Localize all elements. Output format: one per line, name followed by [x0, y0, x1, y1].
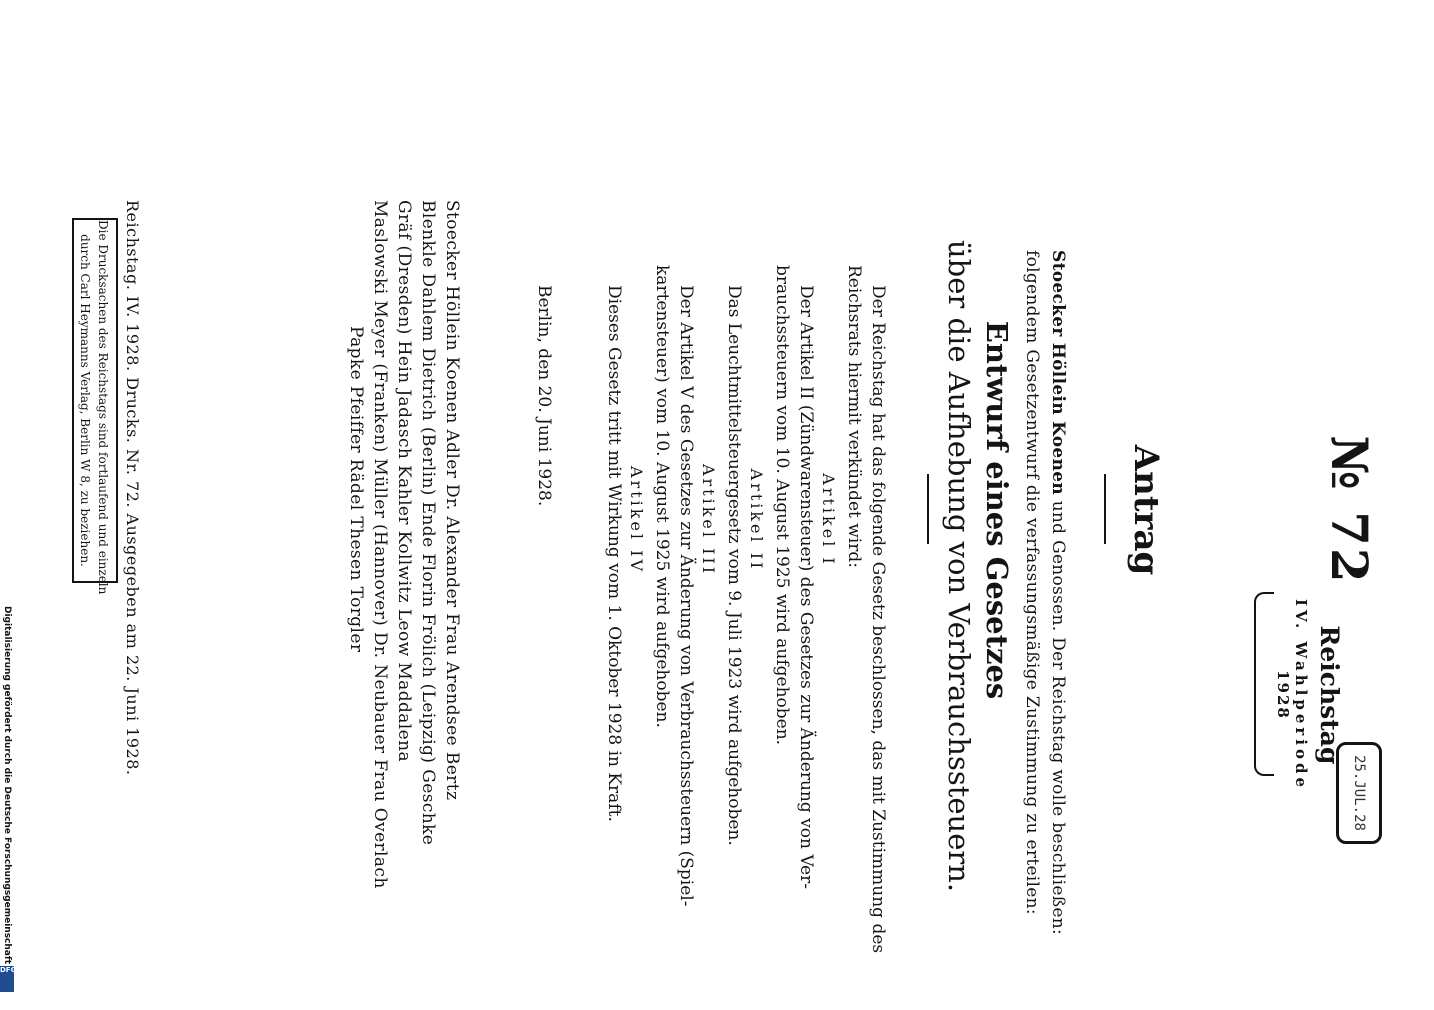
reichstag-label: Reichstag [1315, 625, 1344, 765]
heading: Antrag [1126, 444, 1166, 576]
intro-rest: und Genossen. Der Reichstag wolle beschließen: [1048, 500, 1068, 936]
signatories-line-5: Papke Pfeiffer Rädel Thesen Torgler [346, 326, 366, 653]
article-3-line-1: Der Artikel V des Gesetzes zur Änderung von Verbrauchssteuern (Spiel- [676, 285, 696, 907]
footer-line: Reichstag. IV. 1928. Drucks. Nr. 72. Ausgegeben am 22. Juni 1928. [123, 200, 142, 776]
date-line: Berlin, den 20. Juni 1928. [534, 285, 554, 507]
dfg-logo: DFG [0, 966, 14, 992]
intro-line [1048, 250, 1068, 1010]
distribution-note-line-2: durch Carl Heymanns Verlag, Berlin W 8, zu beziehen. [78, 234, 92, 567]
signatories-line-1: Stoecker Höllein Koenen Adler Dr. Alexander Frau Arendsee Bertz [442, 200, 462, 801]
signatories-line-4: Maslowski Meyer (Franken) Müller (Hannover) Dr. Neubauer Frau Overlach [370, 200, 390, 889]
distribution-note-line-1: Die Drucksachen des Reichstags sind fortlaufend und einzeln [96, 220, 110, 595]
article-2-heading: Artikel II [747, 468, 766, 572]
title-line-1: Entwurf eines Gesetzes [980, 320, 1014, 700]
article-3-heading: Artikel III [699, 463, 718, 577]
article-1-heading: Artikel I [819, 473, 838, 567]
divider [927, 474, 929, 544]
enact-line-2: Reichsrats hiermit verkündet wird: [844, 265, 864, 568]
credit-text: Digitalisierung gefördert durch die Deutsche Forschungsgemeinschaft [2, 606, 12, 965]
intro-names: Stoecker Höllein Koenen [1048, 250, 1068, 495]
signatories-line-3: Gräf (Dresden) Hein Jadasch Kahler Kollwitz Leow Maddalena [394, 200, 414, 762]
divider [1104, 474, 1106, 544]
bracket-divider [1254, 592, 1274, 776]
signatories-line-2: Blenkle Dahlem Dietrich (Berlin) Ende Florin Frölich (Leipzig) Geschke [418, 200, 438, 846]
wahlperiode-label: IV. Wahlperiode [1292, 598, 1310, 791]
digitization-credit [0, 606, 14, 1000]
article-2-line-1: Das Leuchtmittelsteuergesetz vom 9. Juli 1923 wird aufgehoben. [724, 285, 744, 846]
intro-line-2: folgendem Gesetzentwurf die verfassungsmäßige Zustimmung zu erteilen: [1022, 250, 1042, 915]
distribution-note [72, 218, 118, 595]
enact-line-1: Der Reichstag hat das folgende Gesetz beschlossen, das mit Zustimmung des [868, 285, 888, 954]
article-1-line-2: brauchssteuern vom 10. August 1925 wird aufgehoben. [772, 265, 792, 746]
year-label: 1928 [1274, 670, 1292, 720]
title-line-2: über die Aufhebung von Verbrauchssteuern. [942, 240, 976, 893]
article-1-line-1: Der Artikel II (Zündwarensteuer) des Gesetzes zur Änderung von Ver- [796, 285, 816, 889]
article-4-heading: Artikel IV [627, 466, 646, 574]
article-3-line-2: kartensteuer) vom 10. August 1925 wird aufgehoben. [652, 265, 672, 728]
document-number: № 72 [1320, 435, 1379, 585]
article-4-line-1: Dieses Gesetz tritt mit Wirkung vom 1. Oktober 1928 in Kraft. [604, 285, 624, 822]
receipt-stamp: 25.JUL.28 [1336, 742, 1382, 844]
